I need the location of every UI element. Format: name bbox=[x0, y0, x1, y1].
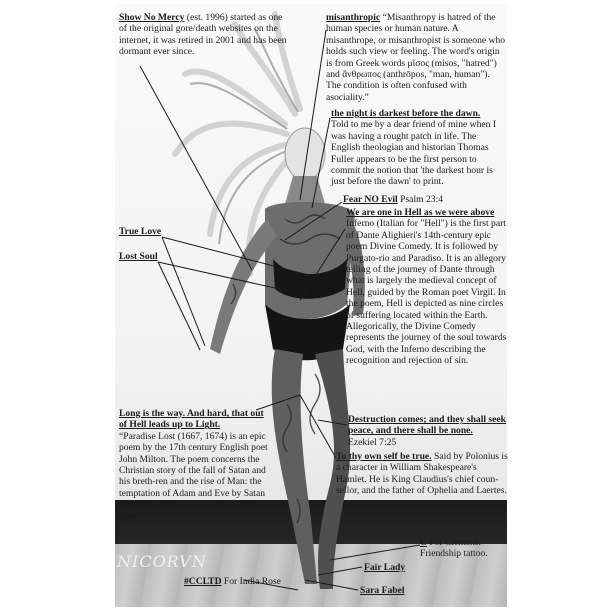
annotation-head: Show No Mercy bbox=[119, 12, 185, 23]
annotation-misanthropic bbox=[326, 12, 506, 103]
annotation-true-love bbox=[119, 226, 179, 237]
left-leg bbox=[272, 349, 317, 584]
annotation-head: misanthropic bbox=[326, 12, 381, 23]
annotation-head: C bbox=[420, 537, 427, 548]
neck-shape bbox=[285, 176, 325, 204]
annotation-head: Fair Lady bbox=[364, 562, 406, 573]
annotation-body: For Clemens. Friendship tattoo. bbox=[420, 537, 488, 560]
annotation-body: Inferno (Italian for "Hell") is the first part of Dante Alighieri's 14th-century epic poem Divine Comedy. It is followed by Purgato-rio and Paradiso. It is an allegory telling of the journey of Dante through what is largely the medieval concept of Hell, guided by the Roman poet Virgil. In the poem, Hell is depicted as nine circles of suffering located within the Earth. Allegorically, the Divine Comedy represents the journey of the soul towards God, with the Inferno describing the recognition and rejection of sin. bbox=[346, 218, 507, 367]
annotation-head: Destruction comes; and they shall seek peace, and there shall be none. bbox=[348, 414, 507, 437]
head-shape bbox=[285, 128, 325, 180]
annotation-body: “Misanthropy is hatred of the human species or human nature. A misanthrope, or misanthropist is someone who holds such view or feeling. The word's origin is from Greek words μῖσος (misos, "hatred") and ἄνθρωπος (anthrōpos, "man, human"). The condition is often confused with asociality.” bbox=[326, 12, 506, 103]
annotation-lost-soul bbox=[119, 251, 179, 262]
torso-shape bbox=[265, 202, 355, 319]
annotation-one-in-hell bbox=[346, 207, 508, 367]
annotation-head: Lost Soul bbox=[119, 251, 158, 262]
annotation-head: Fear NO Evil bbox=[343, 194, 398, 205]
annotation-body: (est. 1996) started as one of the original gore/death websites on the internet, it was retired in 2001 and has been dormant ever since. bbox=[119, 12, 287, 58]
photographer-logo: NICORVN bbox=[117, 552, 207, 571]
annotation-body: For India Rose bbox=[221, 576, 281, 587]
annotation-body: “Paradise Lost (1667, 1674) is an epic poem by the 17th century English poet John Milton. The poem concerns the Christian story of the fall of Satan and his breth-ren and the rise of Man: the temptation of Adam and Eve by Satan and their expulsion from the Garden of Eden.” bbox=[119, 430, 269, 522]
annotation-head: To thy own self be true. bbox=[336, 451, 432, 462]
annotation-night-darkest bbox=[331, 108, 507, 188]
annotation-ccltd bbox=[184, 576, 314, 587]
annotation-head: Long is the way. And hard, that out of Hell leads up to Light. bbox=[119, 408, 264, 431]
annotation-fair-lady bbox=[364, 562, 424, 573]
annotation-long-is-the-way bbox=[119, 408, 271, 522]
annotation-thy-own-self bbox=[336, 451, 508, 497]
annotation-body: Said by Polonius is a character in William Shakespeare's Hamlet. He is King Claudius's chief coun-sellor, and the father of Ophelia and Laertes. bbox=[336, 451, 508, 497]
annotation-sara-fabel bbox=[360, 585, 430, 596]
annotation-c-for-clemens bbox=[420, 537, 508, 560]
annotation-head: #CCLTD bbox=[184, 576, 222, 587]
annotation-show-no-mercy bbox=[119, 12, 289, 58]
annotation-head: Sara Fabel bbox=[360, 585, 405, 596]
annotation-body: Psalm 23:4 bbox=[397, 194, 444, 205]
annotation-body: Ezekiel 7:25 bbox=[348, 436, 397, 448]
annotation-head: True Love bbox=[119, 226, 162, 237]
annotation-body: Told to me by a dear friend of mine when I was having a rought patch in life. The English theologian and historian Thomas Fuller appears to be the first person to commit the notion that 'the darkest hour is just before the dawn' to print. bbox=[331, 119, 497, 188]
annotation-fear-no-evil bbox=[343, 194, 507, 205]
annotation-destruction-comes bbox=[348, 414, 508, 448]
annotation-head: the night is darkest before the dawn. bbox=[331, 108, 481, 119]
annotation-head: We are one in Hell as we were above bbox=[346, 207, 495, 218]
